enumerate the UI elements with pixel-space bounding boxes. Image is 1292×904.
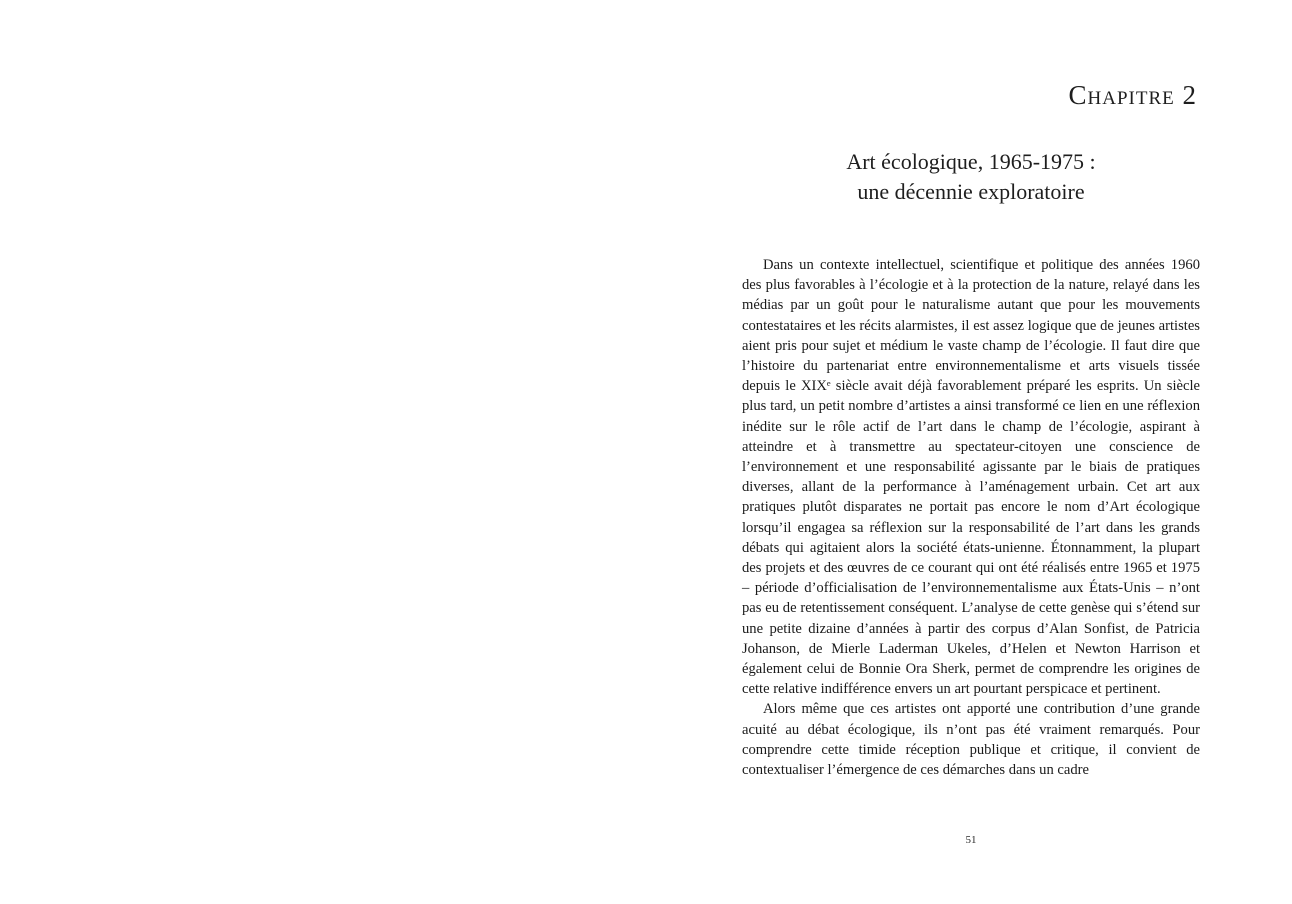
- chapter-title-line-1: Art écologique, 1965-1975 :: [846, 149, 1096, 174]
- body-text: [742, 255, 1200, 780]
- paragraph-2: Alors même que ces artistes ont apporté une contribution d’une grande acuité au débat écologique, ils n’ont pas été vraiment remarqués. Pour comprendre cette timide réception publique et critique, il convient de contextualiser l’émergence de ces démarches dans un cadre: [742, 701, 1200, 779]
- paragraph-1: Dans un contexte intellectuel, scientifique et politique des années 1960 des plus favorables à l’écologie et à la protection de la nature, relayé dans les médias par un goût pour le naturalisme autant que pour les mouvements contestataires et les récits alarmistes, il est assez logique que de jeunes artistes aient pris pour sujet et médium le vaste champ de l’écologie. Il faut dire que l’histoire du partenariat entre environnementalisme et arts visuels tissée depuis le XIXᵉ siècle avait déjà favorablement préparé les esprits. Un siècle plus tard, un petit nombre d’artistes a ainsi transformé ce lien en une réflexion inédite sur le rôle actif de l’art dans le champ de l’écologie, aspirant à atteindre et à transmettre au spectateur-citoyen une conscience de l’environnement et une responsabilité agissante par le biais de pratiques diverses, allant de la performance à l’aménagement urbain. Cet art aux pratiques plutôt disparates ne portait pas encore le nom d’Art écologique lorsqu’il engagea sa réflexion sur la responsabilité de l’art dans les grands débats qui agitaient alors la société états-unienne. Étonnamment, la plupart des projets et des œuvres de ce courant qui ont été réalisés entre 1965 et 1975 – période d’officialisation de l’environnementalisme aux États-Unis – n’ont pas eu de retentissement conséquent. L’analyse de cette genèse qui s’étend sur une petite dizaine d’années à partir des corpus d’Alan Sonfist, de Patricia Johanson, de Mierle Laderman Ukeles, d’Helen et Newton Harrison et également celui de Bonnie Ora Sherk, permet de comprendre les origines de cette relative indifférence envers un art pourtant perspicace et pertinent.: [742, 257, 1200, 698]
- right-page: [646, 0, 1292, 904]
- chapter-label: Chapitre 2: [1068, 80, 1197, 110]
- chapter-title-line-2: une décennie exploratoire: [857, 179, 1085, 204]
- chapter-title: [742, 147, 1200, 207]
- page-number: 51: [965, 834, 977, 846]
